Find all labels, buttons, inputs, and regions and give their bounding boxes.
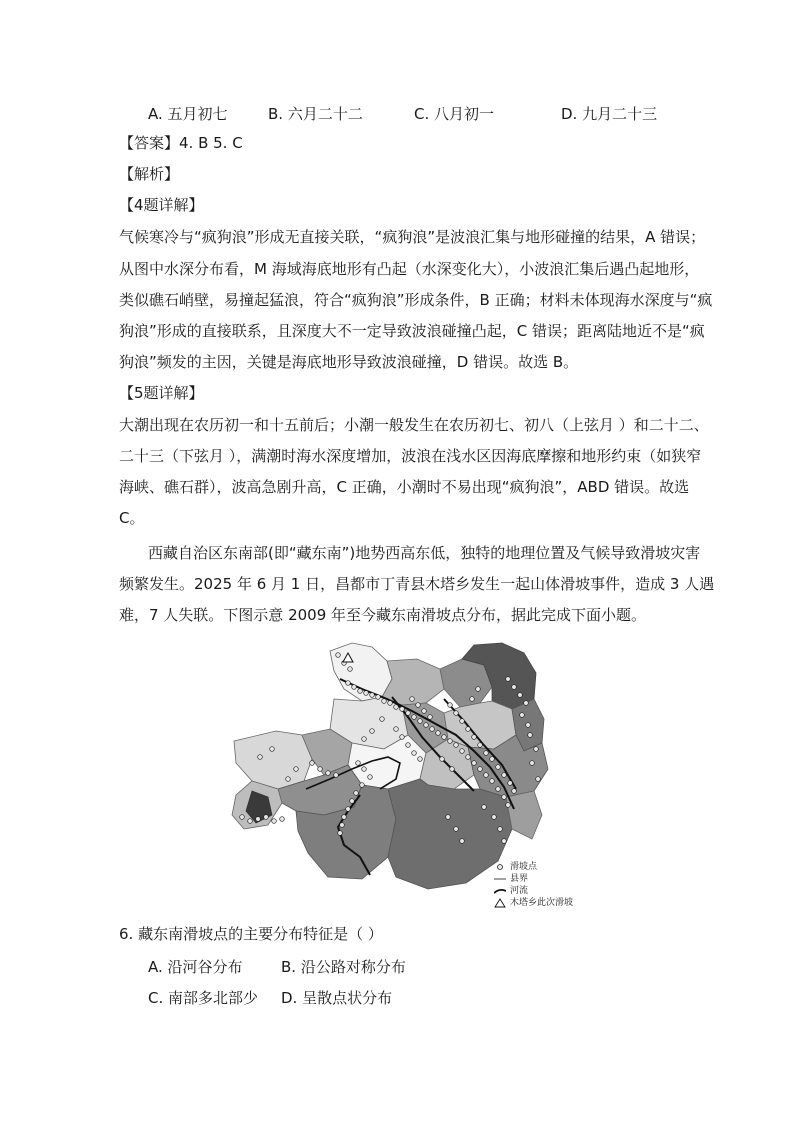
landslide-point (466, 727, 471, 732)
landslide-point (536, 777, 541, 782)
landslide-point (454, 711, 459, 716)
landslide-point (478, 743, 483, 748)
landslide-point (310, 761, 315, 766)
q5-detail-line: 海峡、礁石群），波高急剧升高，C 正确，小潮时不易出现“疯狗浪”，ABD 错误。故选 (119, 478, 690, 496)
landslide-point (454, 743, 459, 748)
landslide-point (356, 761, 361, 766)
landslide-point (430, 727, 435, 732)
legend-label: 县界 (510, 874, 529, 884)
landslide-point (482, 805, 487, 810)
triangle-icon (494, 898, 506, 908)
q6-option-a: A. 沿河谷分布 (148, 958, 243, 976)
landslide-point (336, 653, 341, 658)
legend-item-boundary (494, 873, 528, 885)
landslide-point (294, 767, 299, 772)
landslide-point (502, 773, 507, 778)
landslide-point (364, 691, 369, 696)
q5-option-d: D. 九月二十三 (561, 105, 658, 123)
q5-option-b: B. 六月二十二 (268, 105, 363, 123)
landslide-point (256, 817, 261, 822)
landslide-point (400, 735, 405, 740)
landslide-point (340, 823, 345, 828)
landslide-point (272, 819, 277, 824)
landslide-point (346, 681, 351, 686)
landslide-point (422, 709, 427, 714)
landslide-point (508, 781, 513, 786)
landslide-point (410, 697, 415, 702)
landslide-point (526, 723, 531, 728)
landslide-point (428, 715, 433, 720)
landslide-point (346, 807, 351, 812)
landslide-point (450, 767, 455, 772)
q5-detail-line: 大潮出现在农历初一和十五前后；小潮一般发生在农历初七、初八（上弦月 ）和二十二、 (119, 416, 709, 434)
landslide-point (448, 739, 453, 744)
landslide-point (466, 755, 471, 760)
q6-option-b: B. 沿公路对称分布 (281, 958, 406, 976)
landslide-point (354, 791, 359, 796)
landslide-point (394, 705, 399, 710)
landslide-point (460, 719, 465, 724)
landslide-point (418, 719, 423, 724)
landslide-point (496, 765, 501, 770)
landslide-point (270, 747, 275, 752)
landslide-point (394, 727, 399, 732)
landslide-point (376, 695, 381, 700)
boundary-line-icon (494, 874, 506, 884)
q4-detail-line: 狗浪”形成的直接联系，且深度大不一定导致波浪碰撞凸起，C 错误；距离陆地近不是“疯 (119, 322, 705, 340)
landslide-point (358, 689, 363, 694)
landslide-point (476, 687, 481, 692)
landslide-point (502, 839, 507, 844)
landslide-point (360, 783, 365, 788)
landslide-point (240, 815, 245, 820)
landslide-point (512, 789, 517, 794)
q6-stem: 6. 藏东南滑坡点的主要分布特征是（ ） (119, 925, 383, 943)
landslide-point (528, 733, 533, 738)
legend-item-river (494, 885, 528, 897)
landslide-point (248, 819, 253, 824)
landslide-point (498, 827, 503, 832)
county-region (506, 791, 542, 839)
landslide-point (530, 761, 535, 766)
answer-line: 【答案】4. B 5. C (119, 134, 243, 152)
landslide-point (440, 757, 445, 762)
q5-option-a: A. 五月初七 (148, 105, 228, 123)
river-line-icon (494, 886, 506, 896)
landslide-point (350, 799, 355, 804)
landslide-point (484, 751, 489, 756)
landslide-point (446, 815, 451, 820)
landslide-point (352, 685, 357, 690)
legend-item-event (494, 897, 573, 909)
landslide-point (520, 713, 525, 718)
landslide-point (424, 723, 429, 728)
landslide-point (472, 761, 477, 766)
landslide-point (454, 827, 459, 832)
landslide-point (412, 715, 417, 720)
legend-label: 河流 (510, 886, 529, 896)
county-region (234, 731, 312, 789)
landslide-point (518, 693, 523, 698)
q4-detail-line: 气候寒冷与“疯狗浪”形成无直接关联，“疯狗浪”是波浪汇集与地形碰撞的结果，A 错误； (119, 228, 706, 246)
landslide-point (484, 773, 489, 778)
landslide-distribution-map (212, 639, 584, 915)
landslide-point (436, 731, 441, 736)
q4-detail-line: 类似礁石峭壁，易撞起猛浪，符合“疯狗浪”形成条件，B 正确；材料未体现海水深度与“疯 (119, 291, 713, 309)
landslide-point (478, 767, 483, 772)
landslide-point (506, 677, 511, 682)
landslide-point (460, 749, 465, 754)
landslide-point (496, 787, 501, 792)
q4-detail-line: 从图中水深分布看，M 海域海底地形有凸起（水深变化大），小波浪汇集后遇凸起地形， (119, 260, 700, 278)
landslide-point (382, 699, 387, 704)
landslide-point (524, 701, 529, 706)
q6-option-c: C. 南部多北部少 (148, 989, 259, 1007)
landslide-point (418, 757, 423, 762)
landslide-point (362, 737, 367, 742)
landslide-point (506, 803, 511, 808)
q4-detail-title: 【4题详解】 (119, 196, 204, 214)
landslide-point-icon (494, 862, 506, 872)
landslide-point (342, 815, 347, 820)
landslide-point (334, 773, 339, 778)
q5-option-c: C. 八月初一 (414, 105, 495, 123)
legend-label: 滑坡点 (510, 862, 538, 872)
landslide-point (406, 711, 411, 716)
landslide-point (258, 755, 263, 760)
landslide-point (472, 735, 477, 740)
landslide-point (380, 717, 385, 722)
landslide-point (388, 701, 393, 706)
landslide-point (264, 815, 269, 820)
landslide-point (318, 767, 323, 772)
landslide-point (348, 667, 353, 672)
landslide-point (370, 693, 375, 698)
q5-detail-line: C。 (119, 509, 145, 527)
q5-detail-line: 二十三（下弦月 ），满潮时海水深度增加，波浪在浅水区因海底摩擦和地形约束（如狭窄 (119, 447, 702, 465)
landslide-point (400, 707, 405, 712)
q5-detail-title: 【5题详解】 (119, 384, 204, 402)
landslide-point (370, 729, 375, 734)
landslide-point (416, 703, 421, 708)
legend-label: 木塔乡此次滑坡 (510, 898, 574, 908)
landslide-point (280, 817, 285, 822)
landslide-point (406, 743, 411, 748)
landslide-point (338, 831, 343, 836)
intro-paragraph-line: 难，7 人失联。下图示意 2009 年至今藏东南滑坡点分布，据此完成下面小题。 (119, 606, 647, 624)
landslide-point (534, 747, 539, 752)
landslide-point (286, 777, 291, 782)
q6-option-d: D. 呈散点状分布 (281, 989, 393, 1007)
landslide-point (326, 771, 331, 776)
intro-paragraph-line: 西藏自治区东南部(即“藏东南”)地势西高东低，独特的地理位置及气候导致滑坡灾害 (148, 544, 701, 562)
landslide-point (490, 757, 495, 762)
landslide-point (490, 779, 495, 784)
landslide-point (442, 735, 447, 740)
landslide-point (502, 795, 507, 800)
landslide-point (448, 703, 453, 708)
intro-paragraph-line: 频繁发生。2025 年 6 月 1 日，昌都市丁青县木塔乡发生一起山体滑坡事件，造成 3 人遇 (119, 575, 715, 593)
landslide-point (412, 751, 417, 756)
q4-detail-line: 狗浪”频发的主因，关键是海底地形导致波浪碰撞，D 错误。故选 B。 (119, 353, 579, 371)
landslide-point (362, 767, 367, 772)
landslide-point (512, 685, 517, 690)
landslide-point (492, 815, 497, 820)
legend-item-point (494, 861, 537, 873)
map-legend (494, 861, 584, 915)
landslide-point (368, 775, 373, 780)
landslide-point (470, 697, 475, 702)
analysis-title: 【解析】 (119, 165, 180, 183)
landslide-point (460, 839, 465, 844)
